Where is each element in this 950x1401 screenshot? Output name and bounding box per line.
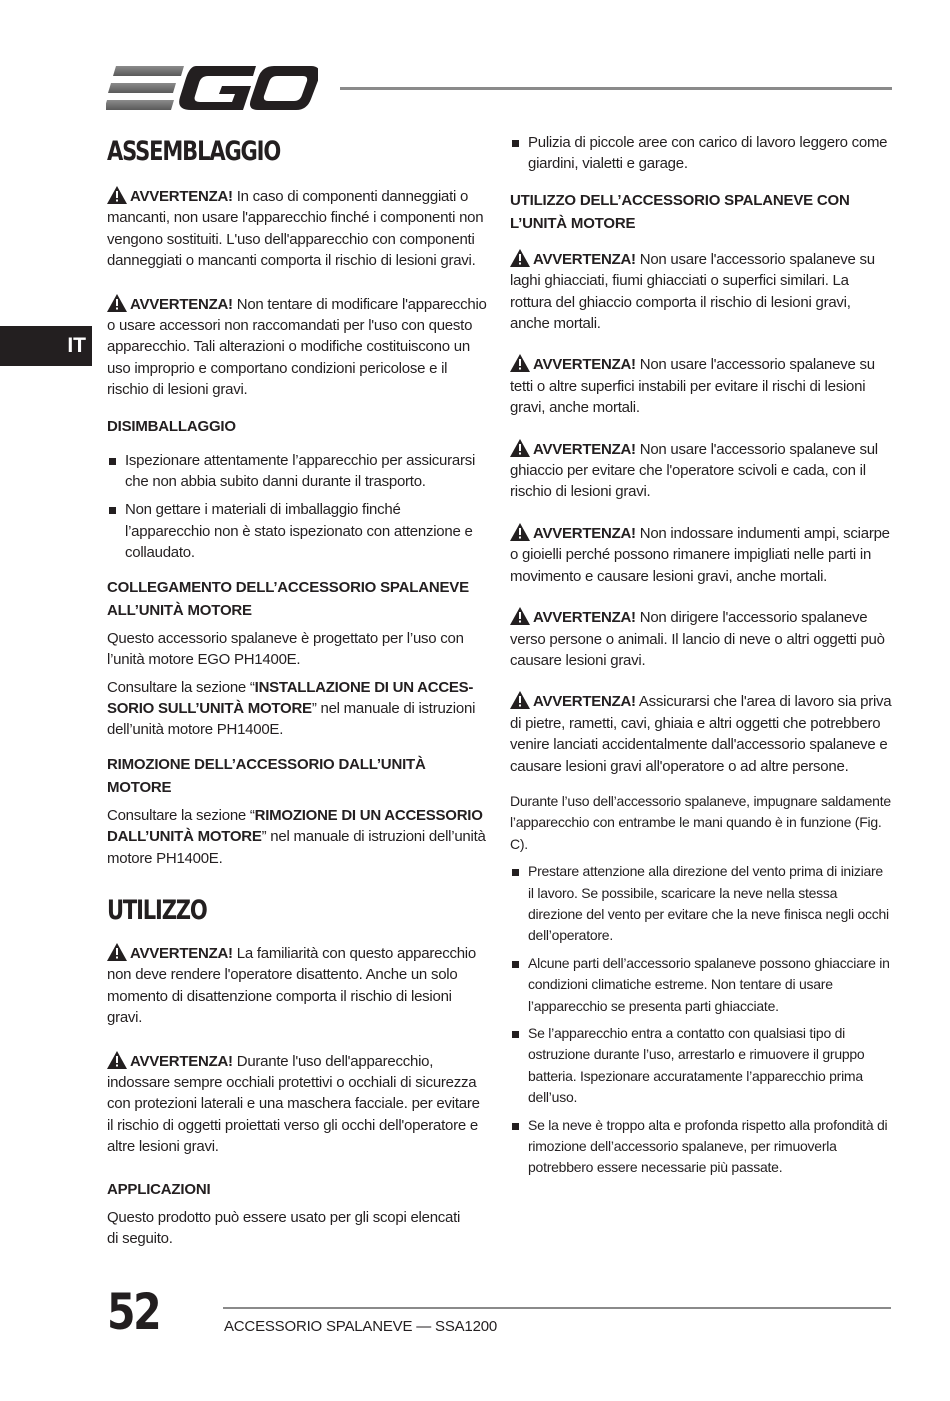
warning-triangle-icon (107, 943, 127, 961)
list-item: Prestare attenzione alla direzione del vento prima di iniziare il lavoro. Se possibile, scaricare la neve nella stessa direzione del vento per evitare che la neve finisca negli occhi dell’operatore. (510, 861, 892, 947)
warning-paragraph: AVVERTENZA! Non indossare indumenti ampi, sciarpe o gioielli perché possono rimanere impigliati nelle parti in movimento e causare lesioni gravi, anche mortali. (510, 524, 890, 585)
paragraph: Questo prodotto può essere usato per gli scopi elencati di seguito. (107, 1208, 461, 1247)
warning-triangle-icon (510, 607, 530, 625)
warnings-list (510, 249, 892, 777)
list-item: Se l’apparecchio entra a contatto con qualsiasi tipo di ostruzione durante l’uso, arrestarlo e rimuovere il gruppo batteria. Ispezionare accuratamente l’apparecchio prima dell’uso. (510, 1023, 892, 1109)
heading-disimballaggio: DISIMBALLAGGIO (107, 417, 236, 435)
warning-paragraph: AVVERTENZA! Non usare l'accessorio spalaneve su laghi ghiacciati, fiumi ghiacciati o superfici similari. La rottura del ghiaccio comporta il rischio di lesioni gravi, anche mortali. (510, 250, 875, 333)
paragraph: Consultare la sezione “RIMOZIONE DI UN ACCESSORIO DALL’UNITÀ MOTORE” nel manuale di istruzioni dell’unità motore PH1400E. (107, 806, 486, 867)
warning-triangle-icon (510, 691, 530, 709)
page-number: 52 (107, 1283, 160, 1341)
footer-rule (223, 1307, 891, 1309)
warning-paragraph: AVVERTENZA! Non dirigere l'accessorio spalaneve verso persone o animali. Il lancio di neve o altri oggetti può causare lesioni gravi. (510, 609, 885, 669)
warning-paragraph: AVVERTENZA! Durante l'uso dell'apparecchio, indossare sempre occhiali protettivi o occhiali di sicurezza con protezioni laterali e una maschera facciale. per evitare il rischio di oggetti proiettati verso gli occhi dell'operatore e altre lesioni gravi. (107, 1052, 480, 1156)
warning-triangle-icon (510, 523, 530, 541)
language-tab: IT (0, 326, 92, 366)
warning-paragraph: AVVERTENZA! Non usare l'accessorio spalaneve su tetti o altre superfici instabili per evitare il rischi di lesioni gravi, anche mortali. (510, 356, 875, 417)
warning-paragraph: AVVERTENZA! Assicurarsi che l'area di lavoro sia priva di pietre, rametti, cavi, ghiaia e altri oggetti che potrebbero venire lanciati accidentalmente dall'accessorio spalaneve e causare lesioni gravi all'operatore o ad altre persone. (510, 693, 892, 775)
list-item: Non gettare i materiali di imballaggio finché l’apparecchio non è stato ispezionato con attenzione e collaudato. (107, 499, 487, 563)
warning-paragraph: AVVERTENZA! Non tentare di modificare l'apparecchio o usare accessori non raccomandati per l'uso con questo apparecchio. Tali alterazioni o modifiche costituiscono un uso improprio e comportano condizioni pericolose e il rischio di lesioni gravi. (107, 295, 487, 399)
list-item: Pulizia di piccole aree con carico di lavoro leggero come giardini, vialetti e garage. (510, 132, 892, 175)
paragraph: Questo accessorio spalaneve è progettato per l’uso con l’unità motore EGO PH1400E. (107, 629, 464, 669)
paragraph: Durante l’uso dell’accessorio spalaneve, impugnare saldamente l’apparecchio con entrambe le mani quando è in funzione (Fig. C). (510, 792, 891, 852)
applications-list (510, 132, 892, 175)
heading-applicazioni: APPLICAZIONI (107, 1180, 211, 1198)
header-rule (340, 87, 892, 90)
list-item: Alcune parti dell’accessorio spalaneve possono ghiacciare in condizioni climatiche estreme. Non tentare di usare l’apparecchio se presenta parti ghiacciate. (510, 953, 892, 1017)
warning-triangle-icon (510, 439, 530, 457)
heading-rimozione: RIMOZIONE DELL’ACCESSORIO DALL’UNITÀ MOTORE (107, 755, 426, 796)
list-item: Ispezionare attentamente l’apparecchio per assicurarsi che non abbia subito danni durante il trasporto. (107, 450, 487, 493)
warning-paragraph: AVVERTENZA! In caso di componenti danneggiati o mancanti, non usare l'apparecchio finché i componenti non vengono sostituiti. L'uso dell'apparecchio con componenti danneggiati o mancanti comporta il rischio di lesioni gravi. (107, 188, 484, 270)
unpack-list (107, 450, 487, 564)
warning-triangle-icon (510, 249, 530, 267)
usage-list (510, 861, 892, 1179)
warning-paragraph: AVVERTENZA! Non usare l'accessorio spalaneve sul ghiaccio per evitare che l'operatore scivoli e cada, con il rischio di lesioni gravi. (510, 440, 878, 501)
left-column (107, 132, 487, 1249)
list-item: Se la neve è troppo alta e profonda rispetto alla profondità di rimozione dell’accessorio spalaneve, per rimuoverla potrebbero essere necessarie più passate. (510, 1115, 892, 1179)
warning-paragraph: AVVERTENZA! La familiarità con questo apparecchio non deve rendere l'operatore disattento. Anche un solo momento di disattenzione comporta il rischio di lesioni gravi. (107, 944, 476, 1027)
warning-triangle-icon (107, 294, 127, 312)
warning-triangle-icon (510, 354, 530, 372)
section-title-utilizzo: UTILIZZO (107, 894, 207, 926)
ego-logo (106, 64, 318, 112)
section-title-assemblaggio: ASSEMBLAGGIO (107, 136, 281, 167)
right-column (510, 132, 892, 1179)
paragraph: Consultare la sezione “INSTALLAZIONE DI UN ACCES-SORIO SULL’UNITÀ MOTORE” nel manuale di istruzioni dell’unità motore PH1400E. (107, 678, 476, 739)
footer-title: ACCESSORIO SPALANEVE — SSA1200 (224, 1318, 498, 1335)
heading-utilizzo-accessorio: UTILIZZO DELL’ACCESSORIO SPALANEVE CON L’UNITÀ MOTORE (510, 191, 850, 232)
heading-collegamento: COLLEGAMENTO DELL’ACCESSORIO SPALANEVE ALL’UNITÀ MOTORE (107, 578, 469, 619)
warning-triangle-icon (107, 1051, 127, 1069)
warning-triangle-icon (107, 186, 127, 204)
